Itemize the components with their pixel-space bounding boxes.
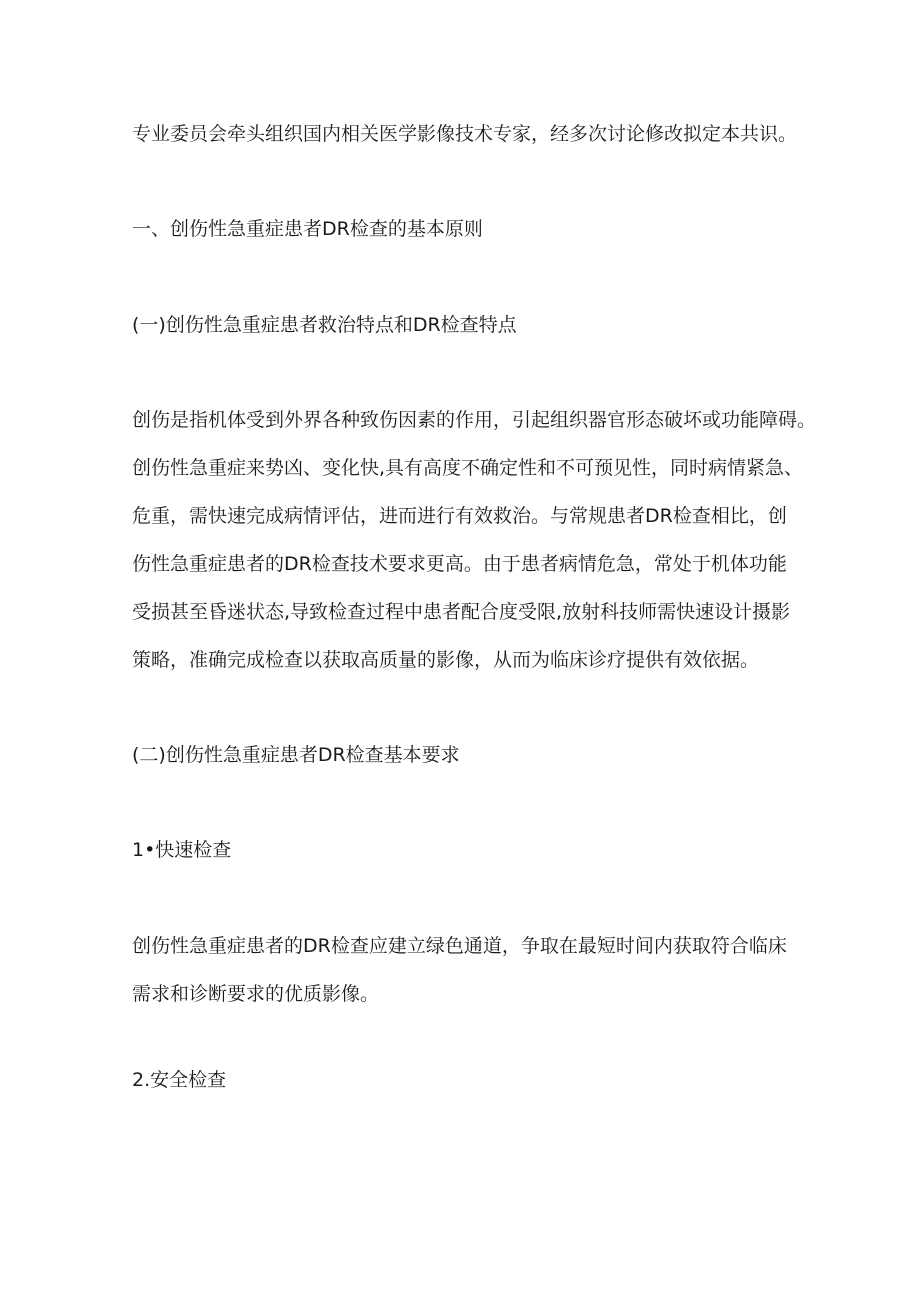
item-heading: 2.安全检查 [132, 1069, 227, 1091]
paragraph-line: 伤性急重症患者的DR检查技术要求更高。由于患者病情危急，常处于机体功能 [132, 553, 787, 575]
paragraph-line: 创伤性急重症患者的DR检查应建立绿色通道，争取在最短时间内获取符合临床 [132, 935, 787, 957]
paragraph-line: 创伤性急重症来势凶、变化快,具有高度不确定性和不可预见性，同时病情紧急、 [132, 457, 804, 479]
paragraph-line: 受损甚至昏迷状态,导致检查过程中患者配合度受限,放射科技师需快速设计摄影 [132, 601, 791, 623]
paragraph-line: 危重，需快速完成病情评估，进而进行有效救治。与常规患者DR检查相比，创 [132, 505, 787, 527]
item-heading: 1•快速检查 [132, 839, 232, 861]
paragraph-line: 需求和诊断要求的优质影像。 [132, 983, 380, 1005]
intro-line: 专业委员会牵头组织国内相关医学影像技术专家，经多次讨论修改拟定本共识。 [132, 123, 798, 145]
subsection-heading: (一)创伤性急重症患者救治特点和DR检查特点 [132, 314, 517, 336]
paragraph-line: 策略，准确完成检查以获取高质量的影像，从而为临床诊疗提供有效依据。 [132, 649, 760, 671]
paragraph-line: 创伤是指机体受到外界各种致伤因素的作用，引起组织器官形态破坏或功能障碍。 [132, 409, 817, 431]
subsection-heading: (二)创伤性急重症患者DR检查基本要求 [132, 744, 460, 766]
section-heading: 一、创伤性急重症患者DR检查的基本原则 [132, 218, 483, 240]
